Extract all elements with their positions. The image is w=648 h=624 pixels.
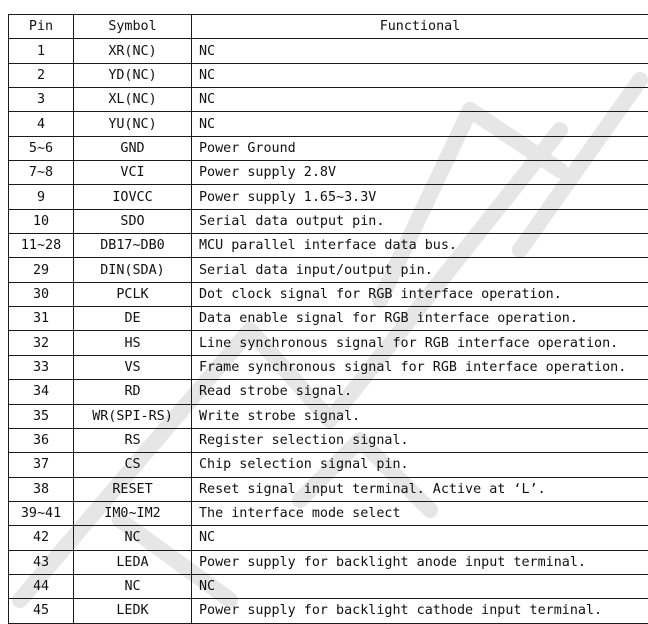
- table-row: [9, 380, 648, 404]
- symbol-cell: NC: [74, 526, 192, 550]
- pin-number-cell: 35: [9, 404, 74, 428]
- symbol-cell: NC: [74, 574, 192, 598]
- pin-number-cell: 42: [9, 526, 74, 550]
- function-cell: Power supply for backlight anode input terminal.: [192, 550, 648, 574]
- pin-definition-table: [8, 14, 648, 624]
- function-cell: Line synchronous signal for RGB interface operation.: [192, 331, 648, 355]
- symbol-cell: XL(NC): [74, 88, 192, 112]
- pin-number-cell: 4: [9, 112, 74, 136]
- table-row: [9, 331, 648, 355]
- function-cell: Dot clock signal for RGB interface operation.: [192, 282, 648, 306]
- symbol-cell: DE: [74, 307, 192, 331]
- function-cell: Serial data output pin.: [192, 209, 648, 233]
- table-row: [9, 477, 648, 501]
- symbol-cell: LEDK: [74, 599, 192, 623]
- function-cell: MCU parallel interface data bus.: [192, 234, 648, 258]
- function-cell: Power supply 2.8V: [192, 161, 648, 185]
- pin-number-cell: 38: [9, 477, 74, 501]
- table-row: [9, 209, 648, 233]
- symbol-cell: WR(SPI-RS): [74, 404, 192, 428]
- function-cell: Reset signal input terminal. Active at ‘L’.: [192, 477, 648, 501]
- table-row: [9, 453, 648, 477]
- symbol-cell: YU(NC): [74, 112, 192, 136]
- table-row: [9, 161, 648, 185]
- symbol-cell: RESET: [74, 477, 192, 501]
- symbol-cell: IOVCC: [74, 185, 192, 209]
- table-body: [9, 39, 648, 623]
- table-header-row: [9, 15, 648, 39]
- pin-number-cell: 31: [9, 307, 74, 331]
- table-row: [9, 526, 648, 550]
- function-cell: NC: [192, 88, 648, 112]
- pin-number-cell: 37: [9, 453, 74, 477]
- pin-number-cell: 36: [9, 428, 74, 452]
- table-row: [9, 136, 648, 160]
- table-row: [9, 258, 648, 282]
- pin-number-cell: 11~28: [9, 234, 74, 258]
- pin-number-cell: 9: [9, 185, 74, 209]
- header-pin: Pin: [9, 15, 74, 39]
- symbol-cell: IM0~IM2: [74, 501, 192, 525]
- pin-number-cell: 39~41: [9, 501, 74, 525]
- symbol-cell: LEDA: [74, 550, 192, 574]
- table-row: [9, 39, 648, 63]
- symbol-cell: VCI: [74, 161, 192, 185]
- table-row: [9, 501, 648, 525]
- table-row: [9, 599, 648, 623]
- pin-number-cell: 30: [9, 282, 74, 306]
- function-cell: Frame synchronous signal for RGB interface operation.: [192, 355, 648, 379]
- function-cell: NC: [192, 112, 648, 136]
- function-cell: Power supply 1.65~3.3V: [192, 185, 648, 209]
- function-cell: Serial data input/output pin.: [192, 258, 648, 282]
- function-cell: The interface mode select: [192, 501, 648, 525]
- pin-number-cell: 43: [9, 550, 74, 574]
- table-row: [9, 550, 648, 574]
- function-cell: NC: [192, 574, 648, 598]
- table-row: [9, 355, 648, 379]
- symbol-cell: RS: [74, 428, 192, 452]
- symbol-cell: PCLK: [74, 282, 192, 306]
- symbol-cell: DB17~DB0: [74, 234, 192, 258]
- function-cell: Write strobe signal.: [192, 404, 648, 428]
- symbol-cell: RD: [74, 380, 192, 404]
- symbol-cell: GND: [74, 136, 192, 160]
- header-symbol: Symbol: [74, 15, 192, 39]
- table-row: [9, 88, 648, 112]
- pin-number-cell: 7~8: [9, 161, 74, 185]
- function-cell: NC: [192, 39, 648, 63]
- symbol-cell: HS: [74, 331, 192, 355]
- symbol-cell: VS: [74, 355, 192, 379]
- symbol-cell: XR(NC): [74, 39, 192, 63]
- function-cell: NC: [192, 526, 648, 550]
- function-cell: Data enable signal for RGB interface operation.: [192, 307, 648, 331]
- symbol-cell: DIN(SDA): [74, 258, 192, 282]
- table-row: [9, 307, 648, 331]
- header-functional: Functional: [192, 15, 648, 39]
- table-row: [9, 234, 648, 258]
- table-row: [9, 282, 648, 306]
- symbol-cell: SDO: [74, 209, 192, 233]
- pin-number-cell: 44: [9, 574, 74, 598]
- table-row: [9, 63, 648, 87]
- function-cell: Chip selection signal pin.: [192, 453, 648, 477]
- table-row: [9, 185, 648, 209]
- table-row: [9, 404, 648, 428]
- symbol-cell: YD(NC): [74, 63, 192, 87]
- table-row: [9, 574, 648, 598]
- function-cell: Power Ground: [192, 136, 648, 160]
- pin-number-cell: 34: [9, 380, 74, 404]
- pin-number-cell: 45: [9, 599, 74, 623]
- pin-number-cell: 1: [9, 39, 74, 63]
- function-cell: Read strobe signal.: [192, 380, 648, 404]
- pin-number-cell: 5~6: [9, 136, 74, 160]
- pin-number-cell: 2: [9, 63, 74, 87]
- table-row: [9, 428, 648, 452]
- pin-number-cell: 10: [9, 209, 74, 233]
- symbol-cell: CS: [74, 453, 192, 477]
- function-cell: NC: [192, 63, 648, 87]
- function-cell: Power supply for backlight cathode input terminal.: [192, 599, 648, 623]
- pin-number-cell: 3: [9, 88, 74, 112]
- function-cell: Register selection signal.: [192, 428, 648, 452]
- table-row: [9, 112, 648, 136]
- pin-number-cell: 29: [9, 258, 74, 282]
- pin-number-cell: 33: [9, 355, 74, 379]
- pin-number-cell: 32: [9, 331, 74, 355]
